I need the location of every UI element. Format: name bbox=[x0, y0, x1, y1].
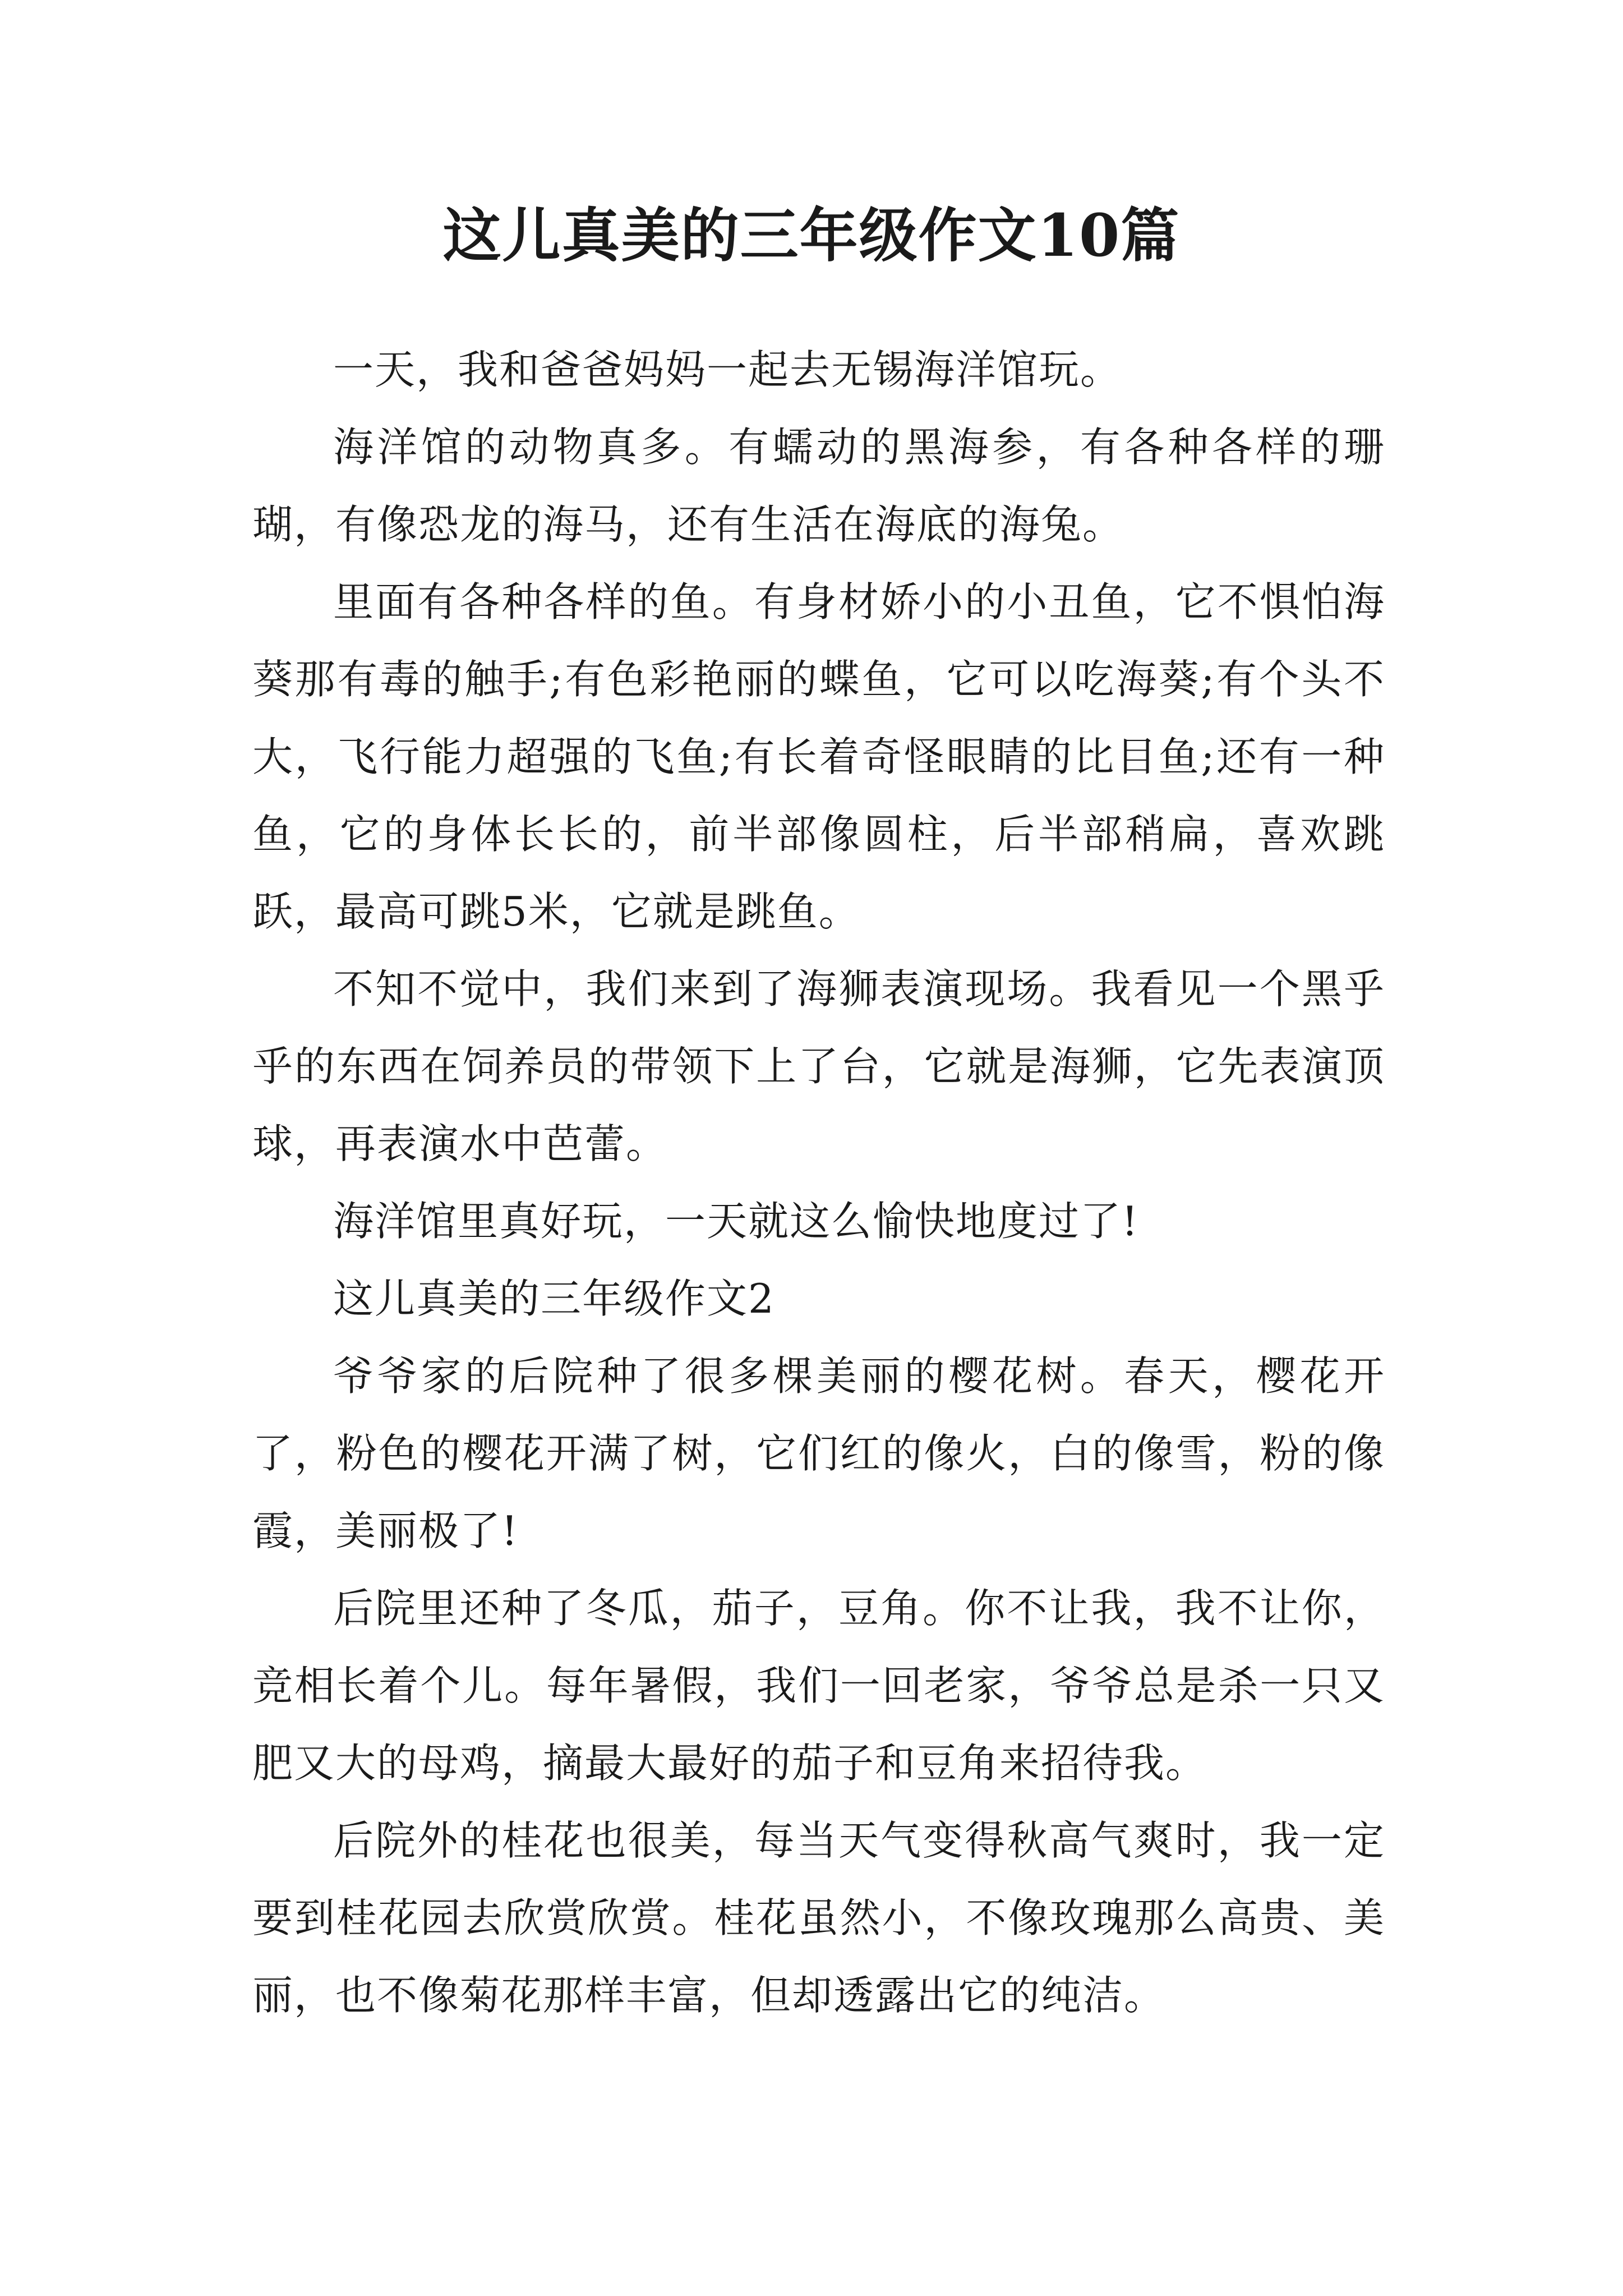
section-heading: 这儿真美的三年级作文2 bbox=[333, 1275, 775, 1322]
paragraph: 海洋馆里真好玩，一天就这么愉快地度过了! bbox=[333, 1198, 1139, 1245]
paragraph: 一天，我和爸爸妈妈一起去无锡海洋馆玩。 bbox=[333, 346, 1122, 393]
paragraph: 不知不觉中，我们来到了海狮表演现场。我看见一个黑乎乎的东西在饲养员的带领下上了台，它就是海狮，它先表演顶球，再表演水中芭蕾。 bbox=[252, 965, 1385, 1167]
paragraph: 后院外的桂花也很美，每当天气变得秋高气爽时，我一定要到桂花园去欣赏欣赏。桂花虽然小，不像玫瑰那么高贵、美丽，也不像菊花那样丰富，但却透露出它的纯洁。 bbox=[252, 1817, 1385, 2019]
document-body bbox=[252, 331, 1385, 2034]
paragraph: 后院里还种了冬瓜，茄子，豆角。你不让我，我不让你，竞相长着个儿。每年暑假，我们一回老家，爷爷总是杀一只又肥又大的母鸡，摘最大最好的茄子和豆角来招待我。 bbox=[252, 1585, 1385, 1787]
paragraph: 爷爷家的后院种了很多棵美丽的樱花树。春天，樱花开了，粉色的樱花开满了树，它们红的像火，白的像雪，粉的像霞，美丽极了! bbox=[252, 1352, 1385, 1554]
paragraph: 海洋馆的动物真多。有蠕动的黑海参，有各种各样的珊瑚，有像恐龙的海马，还有生活在海底的海兔。 bbox=[252, 424, 1385, 548]
document-title: 这儿真美的三年级作文10篇 bbox=[442, 201, 1181, 270]
paragraph: 里面有各种各样的鱼。有身材娇小的小丑鱼，它不惧怕海葵那有毒的触手;有色彩艳丽的蝶鱼，它可以吃海葵;有个头不大，飞行能力超强的飞鱼;有长着奇怪眼睛的比目鱼;还有一种鱼，它的身体长长的，前半部像圆柱，后半部稍扁，喜欢跳跃，最高可跳5米，它就是跳鱼。 bbox=[252, 578, 1385, 935]
